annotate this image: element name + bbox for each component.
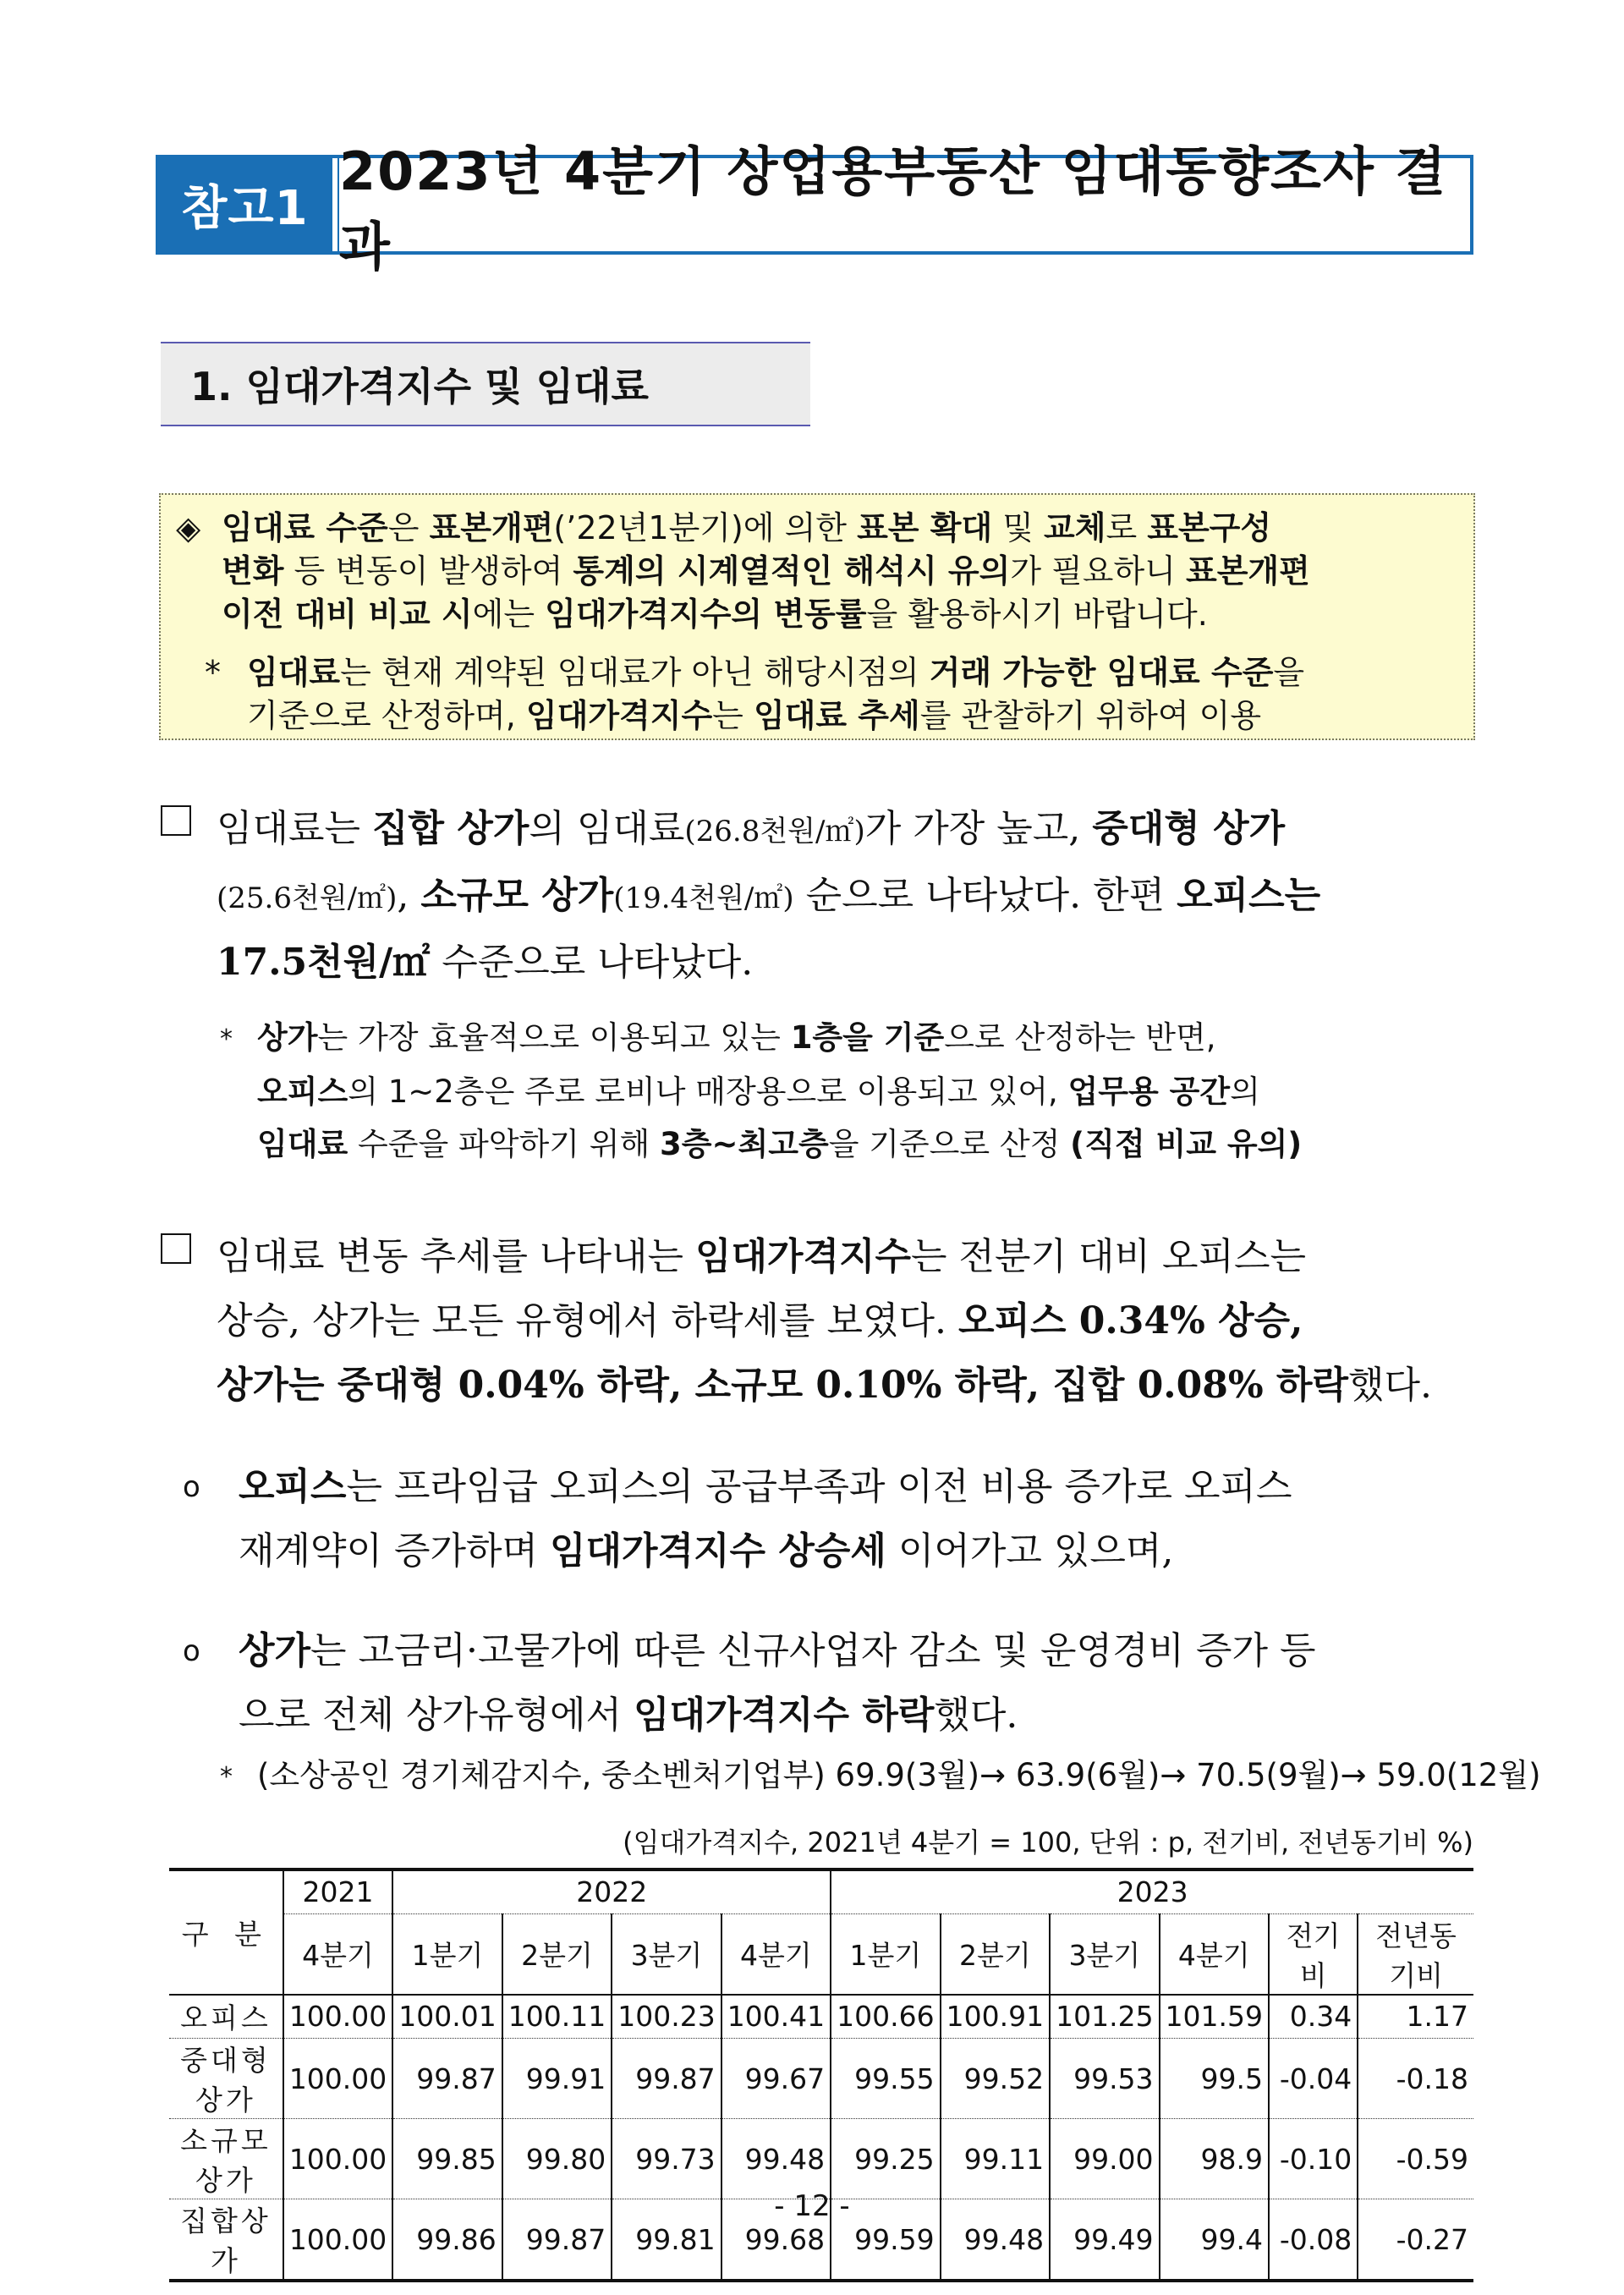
notice-line-4 [176,651,1457,695]
bold-text: 업무용 공간 [1067,1073,1231,1110]
notice-line-2 [176,550,1457,593]
text-run: (26.8천원/㎡) [684,815,865,848]
bold-text: 표본개편 [1186,552,1310,590]
text-run: 으로 산정하는 반면, [944,1019,1216,1056]
table-header-row [169,1869,1473,1913]
bold-text: 임대가격지수 [695,1235,912,1278]
text-run: 수준으로 나타났다. [430,941,754,984]
row-label: 소규모상가 [169,2119,283,2199]
notice-line-1 [176,507,1457,550]
table-cell: 98.9 [1160,2119,1269,2199]
table-cell: 100.01 [392,1995,502,2039]
text-run: 가 가장 높고, [864,807,1093,850]
table-cell: 99.86 [392,2199,502,2281]
bold-text: 오피스 [239,1465,347,1508]
year-header: 2022 [392,1869,831,1913]
table-cell: 99.48 [941,2199,1050,2281]
table-cell: 99.91 [502,2039,612,2119]
text-run: (25.6천원/㎡) [217,881,398,915]
page-title: 2023년 4분기 상업용부동산 임대동향조사 결과 [339,140,1448,277]
title-separator [331,158,339,251]
table-cell: 99.53 [1050,2039,1159,2119]
table-cell: 100.00 [283,1995,392,2039]
table-cell: -0.10 [1269,2119,1358,2199]
table-cell: 99.87 [612,2039,721,2119]
asterisk-icon: * [220,1024,233,1054]
note-line [220,1118,1472,1171]
paragraph-line [217,797,1472,864]
table-cell: 99.59 [831,2199,940,2281]
quarter-header: 전기비 [1269,1913,1358,1995]
text-run: 수준을 파악하기 위해 [348,1125,660,1162]
title-tag: 참고1 [159,158,331,251]
quarter-header: 4분기 [1160,1913,1269,1995]
quarter-header: 3분기 [612,1913,721,1995]
table-cell: 99.25 [831,2119,940,2199]
section-heading: 1. 임대가격지수 및 임대료 [161,342,810,426]
text-run: 순으로 나타났다. 한편 [793,874,1177,917]
text-run: 가 필요하니 [1010,552,1187,590]
bullet-retail [183,1619,1472,1748]
bold-text: 3층~최고층 [659,1125,829,1162]
bold-text: 이전 대비 비교 시 [222,596,473,633]
table-subheader-row [169,1913,1473,1995]
bold-text: 교체 [1044,509,1106,546]
table-cell: 100.91 [941,1995,1050,2039]
year-header: 2021 [283,1869,392,1913]
page-number: - 12 - [774,2189,850,2223]
bold-text: 임대가격지수 [525,697,713,734]
text-run: 는 고금리·고물가에 따른 신규사업자 감소 및 운영경비 증가 등 [310,1629,1316,1672]
table-cell: 99.81 [612,2199,721,2281]
row-label: 오피스 [169,1995,283,2039]
bold-text: 임대료 추세 [753,697,920,734]
quarter-header: 2분기 [941,1913,1050,1995]
row-label: 집합상가 [169,2199,283,2281]
text-run: 는 프라임급 오피스의 공급부족과 이전 비용 증가로 오피스 [346,1465,1292,1508]
table-cell: -0.27 [1358,2199,1473,2281]
table-cell: -0.08 [1269,2199,1358,2281]
text-run: 는 가장 효율적으로 이용되고 있는 [317,1019,791,1056]
paragraph-line [217,1225,1472,1289]
bold-text: 변화 [222,552,284,590]
notice-box [159,493,1475,740]
text-run: 을 [1273,654,1305,691]
text-run: 의 임대료 [529,807,685,850]
text-run: 기준으로 산정하며, [247,697,526,734]
text-run: 했다. [934,1694,1018,1737]
paragraph-line [217,864,1472,931]
notice-line-5 [176,695,1457,738]
table-cell: 100.11 [502,1995,612,2039]
table-cell: 100.00 [283,2119,392,2199]
quarter-header: 전년동기비 [1358,1913,1473,1995]
quarter-header: 1분기 [392,1913,502,1995]
bold-text: 임대료 [257,1125,348,1162]
paragraph-rent-index [161,1225,1472,1418]
title-box [156,140,1473,277]
table-cell: 99.68 [721,2199,831,2281]
table-unit-caption: (임대가격지수, 2021년 4분기 = 100, 단위 : p, 전기비, 전년동기비 %) [623,1826,1473,1859]
table-cell: 100.00 [283,2039,392,2119]
table-row [169,2119,1473,2199]
notice-line-3 [176,593,1457,636]
table-cell: 100.23 [612,1995,721,2039]
bold-text: 임대료 [247,654,341,691]
quarter-header: 3분기 [1050,1913,1159,1995]
bold-text: 중대형 상가 [1092,807,1286,850]
bold-text: (직접 비교 유의) [1070,1125,1303,1162]
paragraph-line [217,1353,1472,1418]
text-run: 의 [1230,1073,1260,1110]
table-cell: 0.34 [1269,1995,1358,2039]
bold-text: 임대가격지수 하락 [634,1694,935,1737]
table-cell: 99.85 [392,2119,502,2199]
table-cell: 99.87 [392,2039,502,2119]
quarter-header: 4분기 [721,1913,831,1995]
table-cell: 1.17 [1358,1995,1473,2039]
paragraph-line [217,931,1472,995]
table-row [169,2039,1473,2119]
bold-text: 거래 가능한 임대료 수준 [929,654,1274,691]
bold-text: 오피스 0.34% 상승, [957,1299,1303,1342]
bold-text: 소규모 상가 [420,874,614,917]
diamond-bullet-icon: ◈ [176,509,201,546]
text-run: 재계약이 증가하며 [239,1529,551,1573]
table-cell: -0.04 [1269,2039,1358,2119]
bold-text: 표본 확대 [857,509,993,546]
table-row [169,1995,1473,2039]
table-cell: 99.80 [502,2119,612,2199]
text-run: 은 [387,509,430,546]
table-cell: 99.52 [941,2039,1050,2119]
table-cell: 99.87 [502,2199,612,2281]
table-cell: 99.55 [831,2039,940,2119]
text-run: 는 [712,697,754,734]
table-corner-header: 구 분 [169,1869,283,1995]
square-bullet-icon [161,1233,191,1264]
bold-text: 오피스는 [1177,874,1321,917]
notice-text [247,654,1304,691]
table-body [169,1995,1473,2281]
table-cell: 99.67 [721,2039,831,2119]
row-label: 중대형상가 [169,2039,283,2119]
text-run: 을 기준으로 산정 [828,1125,1071,1162]
quarter-header: 4분기 [283,1913,392,1995]
note-text: (소상공인 경기체감지수, 중소벤처기업부) 69.9(3월)→ 63.9(6월)→ 70.5(9월)→ 59.0(12월) [257,1757,1541,1793]
quarter-header: 2분기 [502,1913,612,1995]
table-cell: 101.25 [1050,1995,1159,2039]
square-bullet-icon [161,805,191,836]
bullet-line [239,1519,1472,1584]
asterisk-icon: * [205,654,221,691]
table-cell: 99.5 [1160,2039,1269,2119]
text-run: 를 관찰하기 위하여 이용 [919,697,1262,734]
table-cell: 99.11 [941,2119,1050,2199]
bold-text: 상가 [239,1629,311,1672]
text-run: 및 [992,509,1045,546]
bullet-line [239,1455,1472,1519]
bold-text: 집합 상가 [372,807,529,850]
circle-bullet-icon: o [183,1470,200,1504]
bold-text: 오피스 [257,1073,348,1110]
notice-text [222,509,1271,546]
year-header: 2023 [831,1869,1473,1913]
bold-text: 17.5천원/㎡ [217,941,431,984]
text-run: 등 변동이 발생하여 [283,552,573,590]
text-run: 으로 전체 상가유형에서 [239,1694,634,1737]
asterisk-icon: * [220,1761,233,1792]
table-cell: 100.41 [721,1995,831,2039]
note-line [220,1012,1472,1066]
bold-text: 임대가격지수 상승세 [550,1529,886,1573]
bold-text: 표본구성 [1147,509,1272,546]
text-run: 임대료 변동 추세를 나타내는 [217,1235,695,1278]
bold-text: 상가는 중대형 0.04% 하락, 소규모 0.10% 하락, 집합 0.08% 하락 [217,1364,1348,1407]
circle-bullet-icon: o [183,1634,200,1668]
table-cell: 101.59 [1160,1995,1269,2039]
table-cell: 100.66 [831,1995,940,2039]
paragraph-line [217,1289,1472,1353]
note-line [220,1066,1472,1118]
text-run: 의 1~2층은 주로 로비나 매장용으로 이용되고 있어, [348,1073,1068,1110]
text-run: 임대료는 [217,807,373,850]
text-run: 로 [1106,509,1148,546]
table-cell: 99.00 [1050,2119,1159,2199]
note-floor-basis [220,1012,1472,1171]
text-run: 상승, 상가는 모든 유형에서 하락세를 보였다. [217,1299,958,1342]
table-cell: 99.73 [612,2119,721,2199]
note-sentiment-index [220,1749,1541,1804]
bold-text: 임대가격지수의 변동률 [545,596,867,633]
bold-text: 통계의 시계열적인 해석시 유의 [573,552,1011,590]
bold-text: 상가 [257,1019,318,1056]
text-run: 는 현재 계약된 임대료가 아닌 해당시점의 [340,654,930,691]
bullet-line [239,1619,1472,1683]
bold-text: 표본개편 [429,509,554,546]
quarter-header: 1분기 [831,1913,940,1995]
table-cell: 99.4 [1160,2199,1269,2281]
text-run: 는 전분기 대비 오피스는 [911,1235,1307,1278]
table-cell: 100.00 [283,2199,392,2281]
text-run: 에는 [472,596,546,633]
bold-text: 임대료 수준 [222,509,388,546]
text-run: 을 활용하시기 바랍니다. [866,596,1208,633]
table-cell: 99.49 [1050,2199,1159,2281]
table-cell: -0.59 [1358,2119,1473,2199]
bullet-line [239,1683,1472,1748]
text-run: 이어가고 있으며, [886,1529,1174,1573]
table-cell: 99.48 [721,2119,831,2199]
paragraph-rent-level [161,797,1472,995]
text-run: , [397,874,421,917]
bold-text: 1층을 기준 [790,1019,945,1056]
text-run: (19.4천원/㎡) [613,881,794,915]
table-cell: -0.18 [1358,2039,1473,2119]
text-run: 했다. [1348,1364,1432,1407]
bullet-office [183,1455,1472,1584]
note-text [257,1019,1216,1056]
text-run: (’22년1분기)에 의한 [553,509,858,546]
